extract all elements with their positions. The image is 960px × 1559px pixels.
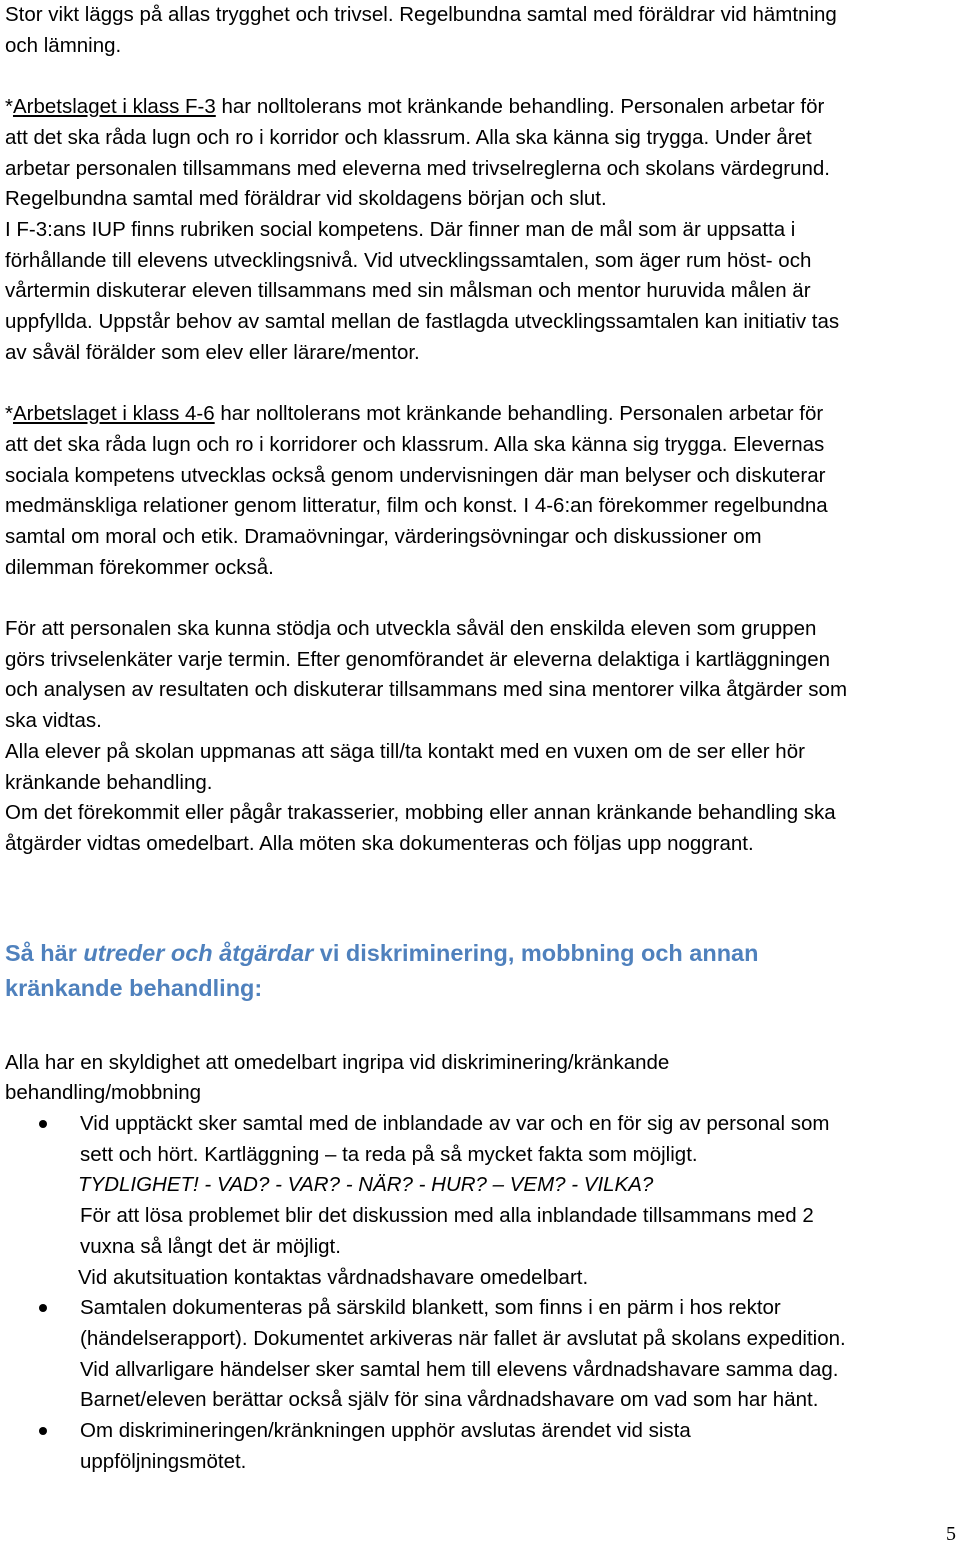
paragraph-skyldighet	[5, 1048, 957, 1109]
text-line: samtal om moral och etik. Dramaövningar, värderingsövningar och diskussioner om	[5, 524, 762, 548]
paragraph-arbetslaget-f3	[5, 92, 957, 368]
text-line: dilemman förekommer också.	[5, 555, 274, 579]
underlined-term-f3: Arbetslaget i klass F-3	[12, 95, 216, 119]
section-heading	[5, 936, 957, 1006]
heading-line	[5, 936, 957, 971]
list-item	[5, 1416, 957, 1477]
text-line: För att lösa problemet blir det diskussion med alla inblandade tillsammans med 2	[80, 1204, 814, 1228]
text-line: arbetar personalen tillsammans med eleverna med trivselreglerna och skolans värdegrund.	[5, 156, 830, 180]
text-line: behandling/mobbning	[5, 1081, 202, 1105]
text-line: uppfyllda. Uppstår behov av samtal mellan de fastlagda utvecklingssamtalen kan initiativ tas	[5, 310, 840, 334]
text-line: (händelserapport). Dokumentet arkiveras när fallet är avslutat på skolans expedition.	[80, 1326, 846, 1350]
underlined-term-46: Arbetslaget i klass 4-6	[12, 402, 215, 426]
text-line: För att personalen ska kunna stödja och utveckla såväl den enskilda eleven som gruppen	[5, 617, 817, 641]
list-item	[5, 1109, 957, 1293]
text-line: Om diskrimineringen/kränkningen upphör avslutas ärendet vid sista	[80, 1419, 691, 1443]
text-line: kränkande behandling.	[5, 770, 213, 794]
heading-line: kränkande behandling:	[5, 974, 263, 1001]
text-span: har nolltolerans mot kränkande behandling. Personalen arbetar för	[214, 402, 824, 426]
text-line: vuxna så långt det är möjligt.	[80, 1234, 341, 1258]
text-line: uppföljningsmötet.	[80, 1449, 247, 1473]
text-line: Stor vikt läggs på allas trygghet och trivsel. Regelbundna samtal med föräldrar vid hämtning	[5, 3, 837, 26]
text-line: Vid allvarligare händelser sker samtal hem till elevens vårdnadshavare samma dag.	[80, 1357, 839, 1381]
text-line: och lämning.	[5, 33, 122, 57]
text-line: Vid akutsituation kontaktas vårdnadshavare omedelbart.	[78, 1265, 589, 1289]
text-line: TYDLIGHET! - VAD? - VAR? - NÄR? - HUR? – VEM? - VILKA?	[78, 1173, 654, 1197]
text-line: ska vidtas.	[5, 709, 102, 733]
text-line: Regelbundna samtal med föräldrar vid skoldagens början och slut.	[5, 187, 607, 211]
paragraph-trygghet	[5, 0, 957, 61]
text-line: förhållande till elevens utvecklingsnivå. Vid utvecklingssamtalen, som äger rum höst- och	[5, 248, 812, 272]
text-line: I F-3:ans IUP finns rubriken social kompetens. Där finner man de mål som är uppsatta i	[5, 217, 796, 241]
text-line	[5, 399, 957, 430]
text-line: att det ska råda lugn och ro i korridorer och klassrum. Alla ska känna sig trygga. Elevernas	[5, 432, 825, 456]
heading-span: Så här	[5, 939, 84, 966]
text-line: görs trivselenkäter varje termin. Efter genomförandet är eleverna delaktiga i kartläggningen	[5, 647, 830, 671]
bullet-icon	[39, 1427, 47, 1435]
text-line: åtgärder vidtas omedelbart. Alla möten ska dokumenteras och följas upp noggrant.	[5, 831, 754, 855]
text-line: och analysen av resultaten och diskuterar tillsammans med sina mentorer vilka åtgärder som	[5, 678, 848, 702]
asterisk: *	[5, 402, 13, 426]
heading-span: diskriminering, mobbning och annan	[339, 939, 759, 966]
text-line: vårtermin diskuterar eleven tillsammans med sin målsman och mentor huruvida målen är	[5, 279, 811, 303]
text-line: av såväl förälder som elev eller lärare/mentor.	[5, 340, 420, 364]
text-line	[5, 92, 957, 123]
asterisk: *	[5, 95, 13, 119]
text-line: Barnet/eleven berättar också själv för sina vårdnadshavare om vad som har hänt.	[80, 1388, 819, 1412]
list-item	[5, 1293, 957, 1416]
heading-italic-span: utreder och åtgärdar	[83, 939, 314, 966]
bullet-icon	[39, 1120, 47, 1128]
text-line: att det ska råda lugn och ro i korridor och klassrum. Alla ska känna sig trygga. Under året	[5, 125, 812, 149]
text-span: har nolltolerans mot kränkande behandling. Personalen arbetar för	[215, 95, 825, 119]
page-number: 5	[946, 1523, 956, 1545]
text-line: Alla har en skyldighet att omedelbart ingripa vid diskriminering/kränkande	[5, 1050, 670, 1074]
paragraph-trivselenkater	[5, 614, 957, 860]
heading-span: vi	[313, 939, 340, 966]
text-line: Alla elever på skolan uppmanas att säga till/ta kontakt med en vuxen om de ser eller hör	[5, 739, 805, 763]
text-line: medmänskliga relationer genom litteratur, film och konst. I 4-6:an förekommer regelbundna	[5, 494, 828, 518]
text-line: sociala kompetens utvecklas också genom undervisningen där man belyser och diskuterar	[5, 463, 826, 487]
text-line: Om det förekommit eller pågår trakasserier, mobbing eller annan kränkande behandling ska	[5, 801, 836, 825]
document-page	[5, 0, 957, 1477]
text-line: Samtalen dokumenteras på särskild blankett, som finns i en pärm i hos rektor	[80, 1296, 781, 1320]
bullet-icon	[39, 1304, 47, 1312]
text-line: Vid upptäckt sker samtal med de inblandade av var och en för sig av personal som	[80, 1112, 830, 1136]
text-line: sett och hört. Kartläggning – ta reda på så mycket fakta som möjligt.	[80, 1142, 698, 1166]
bullet-list	[5, 1109, 957, 1477]
paragraph-arbetslaget-46	[5, 399, 957, 583]
